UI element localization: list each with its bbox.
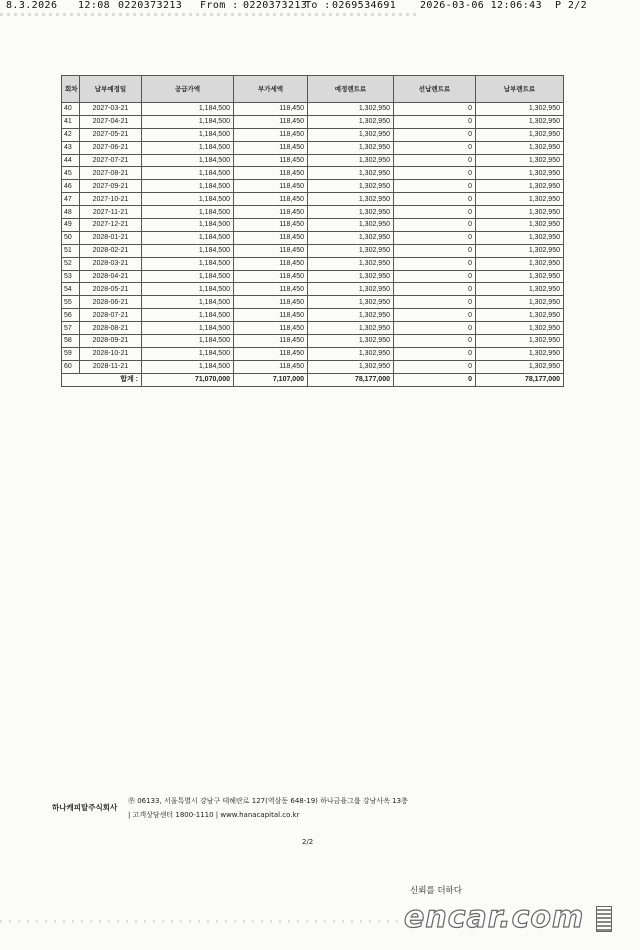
cell-prepaid-rent: 0 (394, 283, 476, 296)
cell-scheduled-rent: 1,302,950 (308, 270, 394, 283)
table-row (62, 231, 564, 244)
cell-prepaid-rent: 0 (394, 193, 476, 206)
cell-supply-amount: 1,184,500 (142, 309, 234, 322)
cell-scheduled-rent: 1,302,950 (308, 128, 394, 141)
total-supply: 71,070,000 (142, 373, 234, 386)
table-row (62, 347, 564, 360)
total-vat: 7,107,000 (234, 373, 308, 386)
cell-supply-amount: 1,184,500 (142, 283, 234, 296)
cell-prepaid-rent: 0 (394, 167, 476, 180)
company-name: 하나캐피탈주식회사 (52, 803, 118, 812)
cell-payable-rent: 1,302,950 (476, 347, 564, 360)
cell-payable-rent: 1,302,950 (476, 154, 564, 167)
cell-round: 47 (62, 193, 80, 206)
cell-due-date: 2028-07-21 (80, 309, 142, 322)
cell-scheduled-rent: 1,302,950 (308, 206, 394, 219)
fax-header (0, 0, 640, 14)
cell-payable-rent: 1,302,950 (476, 193, 564, 206)
cell-supply-amount: 1,184,500 (142, 154, 234, 167)
cell-scheduled-rent: 1,302,950 (308, 244, 394, 257)
table-row (62, 167, 564, 180)
cell-payable-rent: 1,302,950 (476, 296, 564, 309)
total-label: 합계 : (62, 373, 142, 386)
cell-payable-rent: 1,302,950 (476, 244, 564, 257)
cell-due-date: 2028-08-21 (80, 322, 142, 335)
cell-prepaid-rent: 0 (394, 309, 476, 322)
cell-round: 42 (62, 128, 80, 141)
cell-payable-rent: 1,302,950 (476, 115, 564, 128)
cell-supply-amount: 1,184,500 (142, 141, 234, 154)
cell-prepaid-rent: 0 (394, 244, 476, 257)
cell-vat: 118,450 (234, 231, 308, 244)
cell-prepaid-rent: 0 (394, 154, 476, 167)
cell-supply-amount: 1,184,500 (142, 322, 234, 335)
cell-due-date: 2027-12-21 (80, 219, 142, 232)
cell-scheduled-rent: 1,302,950 (308, 360, 394, 373)
encar-watermark: encar.com (404, 900, 585, 935)
cell-payable-rent: 1,302,950 (476, 219, 564, 232)
cell-payable-rent: 1,302,950 (476, 257, 564, 270)
cell-prepaid-rent: 0 (394, 296, 476, 309)
cell-payable-rent: 1,302,950 (476, 309, 564, 322)
cell-payable-rent: 1,302,950 (476, 283, 564, 296)
cell-due-date: 2027-10-21 (80, 193, 142, 206)
cell-scheduled-rent: 1,302,950 (308, 283, 394, 296)
cell-due-date: 2027-09-21 (80, 180, 142, 193)
cell-prepaid-rent: 0 (394, 115, 476, 128)
cell-prepaid-rent: 0 (394, 322, 476, 335)
header-supply-amount: 공급가액 (142, 76, 234, 103)
cell-payable-rent: 1,302,950 (476, 103, 564, 116)
cell-round: 56 (62, 309, 80, 322)
header-due-date: 납부예정일 (80, 76, 142, 103)
cell-round: 40 (62, 103, 80, 116)
table-row (62, 115, 564, 128)
cell-scheduled-rent: 1,302,950 (308, 154, 394, 167)
cell-due-date: 2028-01-21 (80, 231, 142, 244)
cell-due-date: 2027-06-21 (80, 141, 142, 154)
cell-prepaid-rent: 0 (394, 180, 476, 193)
cell-round: 55 (62, 296, 80, 309)
cell-scheduled-rent: 1,302,950 (308, 335, 394, 348)
cell-vat: 118,450 (234, 206, 308, 219)
table-row (62, 154, 564, 167)
cell-vat: 118,450 (234, 141, 308, 154)
cell-round: 57 (62, 322, 80, 335)
table-row (62, 244, 564, 257)
cell-vat: 118,450 (234, 309, 308, 322)
table-row (62, 206, 564, 219)
cell-scheduled-rent: 1,302,950 (308, 141, 394, 154)
table-row (62, 180, 564, 193)
cell-vat: 118,450 (234, 322, 308, 335)
cell-round: 59 (62, 347, 80, 360)
cell-vat: 118,450 (234, 257, 308, 270)
table-row (62, 322, 564, 335)
cell-round: 58 (62, 335, 80, 348)
scan-noise (0, 13, 420, 16)
cell-prepaid-rent: 0 (394, 206, 476, 219)
fax-from-number: 0220373213 (243, 0, 308, 11)
cell-round: 51 (62, 244, 80, 257)
total-prepaid: 0 (394, 373, 476, 386)
cell-round: 43 (62, 141, 80, 154)
cell-due-date: 2028-09-21 (80, 335, 142, 348)
cell-payable-rent: 1,302,950 (476, 322, 564, 335)
cell-round: 46 (62, 180, 80, 193)
cell-due-date: 2027-11-21 (80, 206, 142, 219)
cell-supply-amount: 1,184,500 (142, 244, 234, 257)
cell-supply-amount: 1,184,500 (142, 257, 234, 270)
cell-due-date: 2027-05-21 (80, 128, 142, 141)
company-contact: | 고객상담센터 1800-1110 | www.hanacapital.co.kr (128, 811, 300, 819)
cell-vat: 118,450 (234, 115, 308, 128)
cell-supply-amount: 1,184,500 (142, 103, 234, 116)
cell-due-date: 2028-02-21 (80, 244, 142, 257)
fax-to-number: 0269534691 (332, 0, 397, 11)
cell-supply-amount: 1,184,500 (142, 206, 234, 219)
cell-vat: 118,450 (234, 180, 308, 193)
cell-prepaid-rent: 0 (394, 219, 476, 232)
cell-scheduled-rent: 1,302,950 (308, 296, 394, 309)
cell-due-date: 2027-03-21 (80, 103, 142, 116)
table-header-row (62, 76, 564, 103)
cell-round: 48 (62, 206, 80, 219)
cell-scheduled-rent: 1,302,950 (308, 322, 394, 335)
cell-payable-rent: 1,302,950 (476, 270, 564, 283)
cell-vat: 118,450 (234, 219, 308, 232)
cell-payable-rent: 1,302,950 (476, 180, 564, 193)
table-row (62, 128, 564, 141)
fax-time: 12:08 (78, 0, 111, 11)
cell-supply-amount: 1,184,500 (142, 335, 234, 348)
cell-prepaid-rent: 0 (394, 141, 476, 154)
header-payable-rent: 납부렌트료 (476, 76, 564, 103)
cell-scheduled-rent: 1,302,950 (308, 347, 394, 360)
header-prepaid-rent: 선납렌트료 (394, 76, 476, 103)
cell-due-date: 2028-04-21 (80, 270, 142, 283)
cell-supply-amount: 1,184,500 (142, 128, 234, 141)
total-row (62, 373, 564, 386)
cell-prepaid-rent: 0 (394, 257, 476, 270)
total-payable: 78,177,000 (476, 373, 564, 386)
cell-vat: 118,450 (234, 128, 308, 141)
cell-prepaid-rent: 0 (394, 103, 476, 116)
cell-payable-rent: 1,302,950 (476, 335, 564, 348)
header-scheduled-rent: 예정렌트료 (308, 76, 394, 103)
page-number: 2/2 (302, 838, 314, 846)
table-row (62, 335, 564, 348)
cell-supply-amount: 1,184,500 (142, 270, 234, 283)
cell-scheduled-rent: 1,302,950 (308, 219, 394, 232)
cell-prepaid-rent: 0 (394, 335, 476, 348)
cell-round: 54 (62, 283, 80, 296)
cell-supply-amount: 1,184,500 (142, 231, 234, 244)
cell-due-date: 2028-10-21 (80, 347, 142, 360)
company-footer (52, 796, 472, 826)
cell-prepaid-rent: 0 (394, 270, 476, 283)
cell-due-date: 2028-06-21 (80, 296, 142, 309)
watermark-logo-icon (596, 906, 612, 932)
cell-supply-amount: 1,184,500 (142, 167, 234, 180)
cell-payable-rent: 1,302,950 (476, 167, 564, 180)
cell-vat: 118,450 (234, 270, 308, 283)
cell-due-date: 2028-03-21 (80, 257, 142, 270)
cell-scheduled-rent: 1,302,950 (308, 257, 394, 270)
cell-scheduled-rent: 1,302,950 (308, 309, 394, 322)
cell-payable-rent: 1,302,950 (476, 128, 564, 141)
cell-prepaid-rent: 0 (394, 231, 476, 244)
table-row (62, 103, 564, 116)
cell-round: 60 (62, 360, 80, 373)
fax-date: 8.3.2026 (6, 0, 58, 11)
cell-vat: 118,450 (234, 103, 308, 116)
cell-scheduled-rent: 1,302,950 (308, 231, 394, 244)
cell-round: 49 (62, 219, 80, 232)
cell-supply-amount: 1,184,500 (142, 360, 234, 373)
cell-scheduled-rent: 1,302,950 (308, 115, 394, 128)
fax-timestamp: 2026-03-06 12:06:43 (420, 0, 542, 11)
cell-supply-amount: 1,184,500 (142, 180, 234, 193)
cell-due-date: 2028-11-21 (80, 360, 142, 373)
cell-payable-rent: 1,302,950 (476, 141, 564, 154)
total-scheduled: 78,177,000 (308, 373, 394, 386)
table-row (62, 360, 564, 373)
cell-round: 53 (62, 270, 80, 283)
cell-scheduled-rent: 1,302,950 (308, 167, 394, 180)
cell-supply-amount: 1,184,500 (142, 347, 234, 360)
fax-to-label: To : (305, 0, 331, 11)
table-row (62, 270, 564, 283)
cell-prepaid-rent: 0 (394, 128, 476, 141)
cell-due-date: 2027-07-21 (80, 154, 142, 167)
company-address: ㉾ 06133, 서울특별시 강남구 테헤란로 127(역삼동 648-19) 하나금융그룹 강남사옥 13층 (128, 797, 408, 805)
payment-schedule-table (61, 75, 564, 387)
cell-vat: 118,450 (234, 154, 308, 167)
cell-scheduled-rent: 1,302,950 (308, 193, 394, 206)
cell-supply-amount: 1,184,500 (142, 219, 234, 232)
cell-supply-amount: 1,184,500 (142, 115, 234, 128)
fax-sender-number: 0220373213 (118, 0, 183, 11)
cell-due-date: 2028-05-21 (80, 283, 142, 296)
cell-round: 45 (62, 167, 80, 180)
scan-noise-bottom (0, 920, 400, 923)
table-row (62, 296, 564, 309)
cell-prepaid-rent: 0 (394, 347, 476, 360)
fax-page: P 2/2 (555, 0, 588, 11)
header-vat: 부가세액 (234, 76, 308, 103)
cell-round: 44 (62, 154, 80, 167)
fax-from-label: From : (200, 0, 239, 11)
table-row (62, 141, 564, 154)
table-row (62, 283, 564, 296)
cell-scheduled-rent: 1,302,950 (308, 103, 394, 116)
header-round: 회차 (62, 76, 80, 103)
table-row (62, 309, 564, 322)
cell-due-date: 2027-04-21 (80, 115, 142, 128)
cell-vat: 118,450 (234, 283, 308, 296)
cell-payable-rent: 1,302,950 (476, 360, 564, 373)
cell-vat: 118,450 (234, 335, 308, 348)
cell-scheduled-rent: 1,302,950 (308, 180, 394, 193)
cell-vat: 118,450 (234, 347, 308, 360)
cell-vat: 118,450 (234, 167, 308, 180)
cell-vat: 118,450 (234, 296, 308, 309)
table-row (62, 193, 564, 206)
cell-due-date: 2027-08-21 (80, 167, 142, 180)
cell-payable-rent: 1,302,950 (476, 206, 564, 219)
table-row (62, 257, 564, 270)
cell-vat: 118,450 (234, 193, 308, 206)
cell-round: 52 (62, 257, 80, 270)
cell-vat: 118,450 (234, 360, 308, 373)
slogan: 신뢰를 더하다 (410, 886, 462, 896)
cell-supply-amount: 1,184,500 (142, 193, 234, 206)
cell-round: 41 (62, 115, 80, 128)
table-row (62, 219, 564, 232)
cell-supply-amount: 1,184,500 (142, 296, 234, 309)
cell-prepaid-rent: 0 (394, 360, 476, 373)
cell-payable-rent: 1,302,950 (476, 231, 564, 244)
cell-round: 50 (62, 231, 80, 244)
cell-vat: 118,450 (234, 244, 308, 257)
